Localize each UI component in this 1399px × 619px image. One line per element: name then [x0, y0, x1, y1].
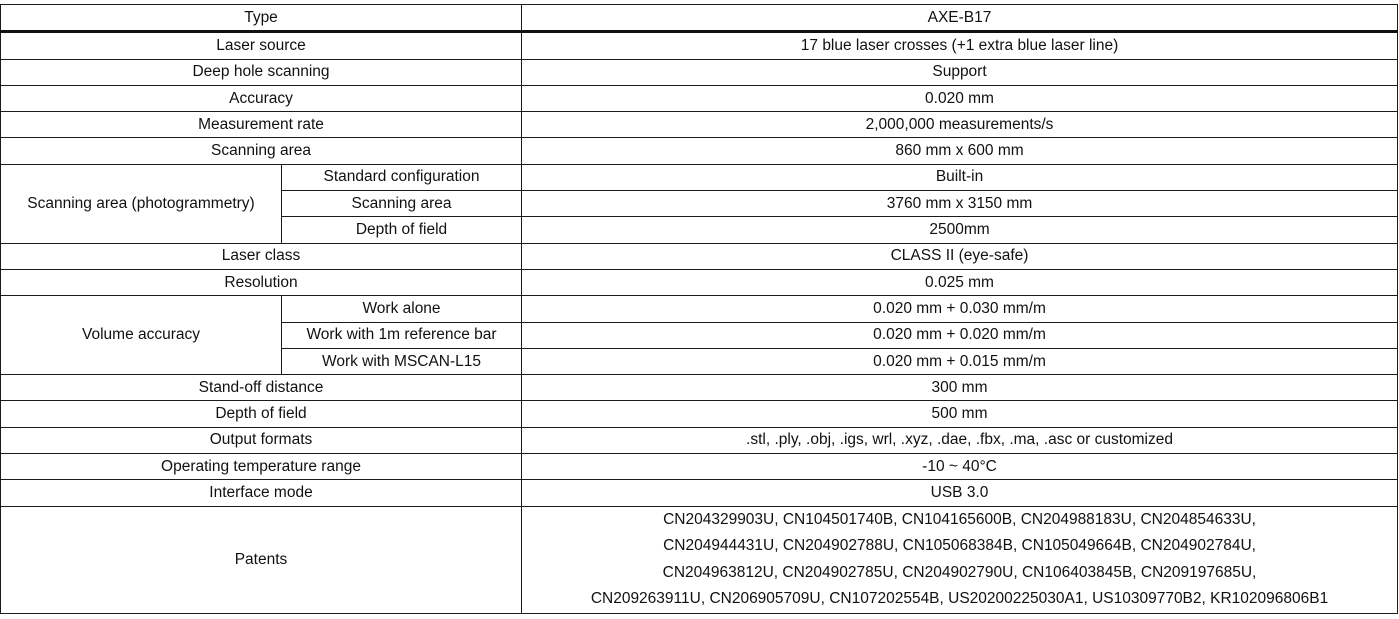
group-label: Volume accuracy	[1, 296, 282, 375]
row-label: Resolution	[1, 269, 522, 295]
row-label: Laser class	[1, 243, 522, 269]
row-label: Operating temperature range	[1, 454, 522, 480]
table-row	[1, 375, 1398, 401]
row-value: USB 3.0	[522, 480, 1398, 506]
table-row	[1, 112, 1398, 138]
row-label: Measurement rate	[1, 112, 522, 138]
table-row	[1, 480, 1398, 506]
patent-line: CN204963812U, CN204902785U, CN204902790U, CN106403845B, CN209197685U,	[662, 563, 1257, 581]
row-value: 17 blue laser crosses (+1 extra blue laser line)	[522, 32, 1398, 59]
header-label: Type	[1, 5, 522, 32]
header-value: AXE-B17	[522, 5, 1398, 32]
sub-label: Depth of field	[282, 217, 522, 243]
row-value: 0.020 mm + 0.015 mm/m	[522, 348, 1398, 374]
row-value: CLASS II (eye-safe)	[522, 243, 1398, 269]
table-row	[1, 138, 1398, 164]
table-row	[1, 454, 1398, 480]
table-row	[1, 269, 1398, 295]
patent-line: CN204329903U, CN104501740B, CN104165600B, CN204988183U, CN204854633U,	[663, 510, 1256, 528]
row-value: -10 ~ 40°C	[522, 454, 1398, 480]
sub-label: Work with MSCAN-L15	[282, 348, 522, 374]
row-value: 500 mm	[522, 401, 1398, 427]
row-value: 3760 mm x 3150 mm	[522, 191, 1398, 217]
row-label: Stand-off distance	[1, 375, 522, 401]
row-label: Depth of field	[1, 401, 522, 427]
row-value: Support	[522, 59, 1398, 85]
row-value: 0.020 mm + 0.020 mm/m	[522, 322, 1398, 348]
row-label: Patents	[1, 506, 522, 613]
group-label: Scanning area (photogrammetry)	[1, 164, 282, 243]
row-value: Built-in	[522, 164, 1398, 190]
table-row	[1, 427, 1398, 453]
row-value: 2,000,000 measurements/s	[522, 112, 1398, 138]
row-label: Laser source	[1, 32, 522, 59]
row-label: Scanning area	[1, 138, 522, 164]
sub-label: Work with 1m reference bar	[282, 322, 522, 348]
row-value: 2500mm	[522, 217, 1398, 243]
row-value: 0.020 mm + 0.030 mm/m	[522, 296, 1398, 322]
row-value: 300 mm	[522, 375, 1398, 401]
table-row	[1, 296, 1398, 322]
table-row	[1, 164, 1398, 190]
row-label: Interface mode	[1, 480, 522, 506]
table-row	[1, 401, 1398, 427]
patents-list	[522, 506, 1398, 613]
sub-label: Scanning area	[282, 191, 522, 217]
row-label: Output formats	[1, 427, 522, 453]
table-row	[1, 506, 1398, 613]
patent-line: CN204944431U, CN204902788U, CN105068384B, CN105049664B, CN204902784U,	[663, 537, 1256, 555]
row-value: 0.020 mm	[522, 85, 1398, 111]
sub-label: Standard configuration	[282, 164, 522, 190]
row-value: 0.025 mm	[522, 269, 1398, 295]
sub-label: Work alone	[282, 296, 522, 322]
spec-table	[0, 4, 1398, 614]
row-value: .stl, .ply, .obj, .igs, wrl, .xyz, .dae, .fbx, .ma, .asc or customized	[522, 427, 1398, 453]
table-row	[1, 59, 1398, 85]
table-row	[1, 243, 1398, 269]
patent-line: CN209263911U, CN206905709U, CN107202554B, US20200225030A1, US10309770B2, KR102096806B1	[590, 590, 1329, 608]
table-header-row	[1, 5, 1398, 32]
table-row	[1, 85, 1398, 111]
row-value: 860 mm x 600 mm	[522, 138, 1398, 164]
table-row	[1, 32, 1398, 59]
row-label: Deep hole scanning	[1, 59, 522, 85]
row-label: Accuracy	[1, 85, 522, 111]
